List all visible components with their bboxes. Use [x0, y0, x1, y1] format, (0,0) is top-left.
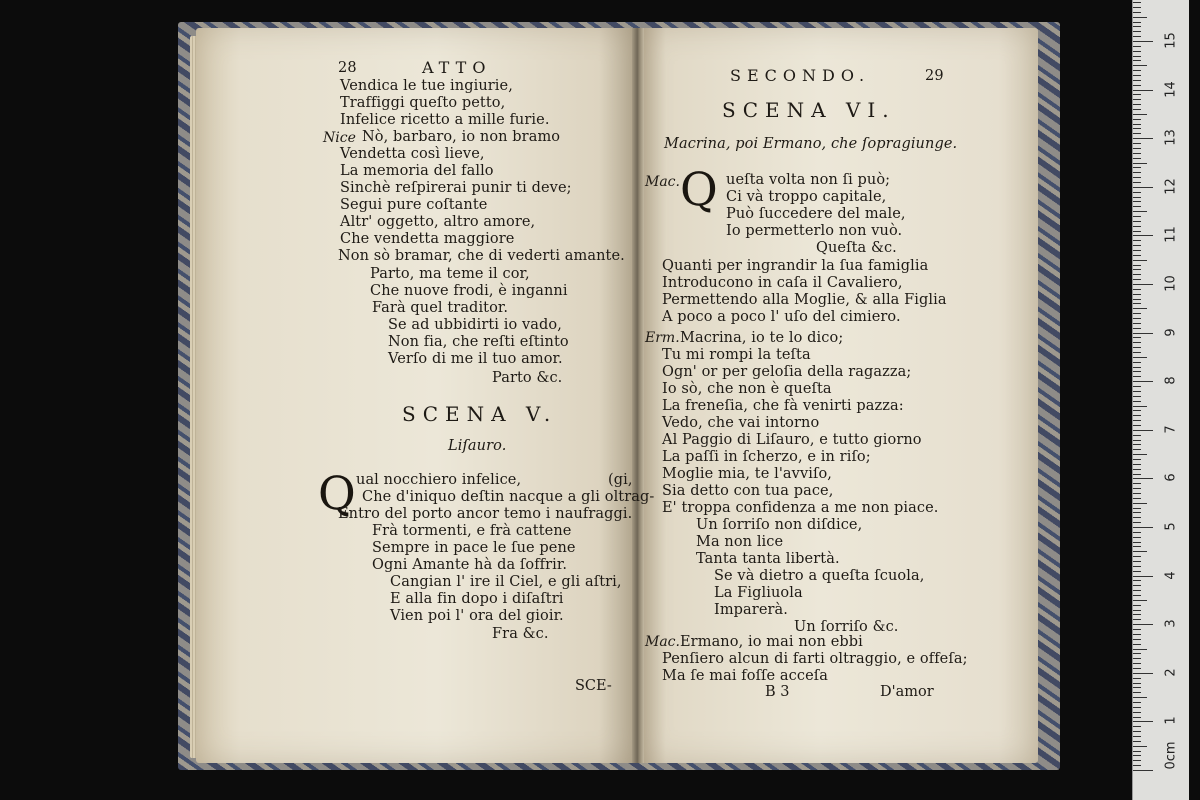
left-page-number: 28 [338, 60, 357, 76]
ruler-tick [1133, 70, 1141, 71]
ruler-tick [1133, 342, 1141, 343]
ruler-tick [1133, 415, 1141, 416]
ruler-tick [1133, 31, 1141, 32]
verse-line: Vedo, che vai intorno [662, 415, 820, 431]
verse-line: Quanti per ingrandir la ſua famiglia [662, 258, 929, 274]
ruler-tick [1133, 585, 1141, 586]
ruler-tick [1133, 17, 1147, 18]
ruler-tick [1133, 580, 1141, 581]
ruler-tick [1133, 746, 1147, 747]
ruler-tick [1133, 148, 1141, 149]
ruler-tick [1133, 313, 1141, 314]
verse-line: Farà quel traditor. [372, 300, 509, 316]
ruler-tick [1133, 624, 1153, 625]
verse-line: Infelice ricetto a mille furie. [340, 112, 550, 128]
ruler-tick [1133, 328, 1141, 329]
verse-line: Un ſorriſo non diſdice, [696, 517, 863, 533]
ruler-tick [1133, 410, 1141, 411]
ruler-tick [1133, 85, 1141, 86]
verse-line: Se ad ubbidirti io vado, [388, 317, 562, 333]
ruler-tick [1133, 216, 1141, 217]
ruler-number: 6 [1163, 473, 1179, 483]
verse-line: Macrina, io te lo dico; [680, 330, 844, 346]
ruler-tick [1133, 201, 1141, 202]
verse-line: E alla fin dopo i diſaſtri [390, 591, 564, 607]
verse-line: Permettendo alla Moglie, & alla Figlia [662, 292, 947, 308]
ruler-tick [1133, 712, 1141, 713]
ruler-number: 7 [1163, 425, 1179, 434]
verse-line: Che vendetta maggiore [340, 231, 515, 247]
ruler-tick [1133, 406, 1147, 407]
ruler-tick [1133, 386, 1141, 387]
verse-line: Fra &c. [492, 626, 549, 642]
verse-line: Ermano, io mai non ebbi [680, 634, 863, 650]
ruler-tick [1133, 240, 1141, 241]
ruler-tick [1133, 464, 1141, 465]
ruler-tick [1133, 294, 1141, 295]
ruler-tick [1133, 284, 1153, 285]
verse-line: Traffiggi queſto petto, [340, 95, 506, 111]
verse-line: Può ſuccedere del male, [726, 206, 906, 222]
ruler-tick [1133, 197, 1141, 198]
verse-line: Che nuove frodi, è inganni [370, 283, 568, 299]
verse-line: Cangian l' ire il Ciel, e gli aſtri, [390, 574, 622, 590]
verse-line: Verſo di me il tuo amor. [388, 351, 563, 367]
ruler-tick [1133, 401, 1141, 402]
verse-line: Sia detto con tua pace, [662, 483, 834, 499]
ruler-tick [1133, 537, 1141, 538]
ruler-tick [1133, 128, 1141, 129]
left-catchword: SCE- [575, 678, 612, 694]
verse-line: Non sò bramar, che di vederti amante. [338, 248, 625, 264]
ruler-tick [1133, 483, 1141, 484]
ruler-tick [1133, 289, 1141, 290]
ruler-tick [1133, 751, 1141, 752]
right-page-number: 29 [925, 68, 944, 84]
right-running-head: SECONDO. [730, 66, 871, 85]
ruler-tick [1133, 299, 1141, 300]
ruler-tick [1133, 532, 1141, 533]
ruler-number: 1 [1163, 716, 1179, 726]
ruler-tick [1133, 760, 1141, 761]
ruler-tick [1133, 425, 1141, 426]
ruler-tick [1133, 250, 1141, 251]
ruler-tick [1133, 663, 1141, 664]
ruler-tick [1133, 765, 1141, 766]
ruler-tick [1133, 605, 1141, 606]
ruler-tick [1133, 265, 1141, 266]
ruler-tick [1133, 318, 1141, 319]
ruler-tick [1133, 517, 1141, 518]
ruler-tick [1133, 211, 1147, 212]
ruler-tick [1133, 51, 1141, 52]
ruler-tick [1133, 595, 1141, 596]
ruler-tick [1133, 255, 1141, 256]
ruler-tick [1133, 649, 1147, 650]
ruler-tick [1133, 459, 1141, 460]
verse-line: Che d'iniquo deſtin nacque a gli oltrag- [362, 489, 655, 505]
ruler-tick [1133, 114, 1147, 115]
ruler-tick [1133, 444, 1141, 445]
ruler-tick [1133, 22, 1141, 23]
ruler-tick [1133, 172, 1141, 173]
verse-line: La Figliuola [714, 585, 803, 601]
ruler-tick [1133, 167, 1141, 168]
ruler-tick [1133, 94, 1141, 95]
ruler-tick [1133, 653, 1141, 654]
ruler-tick [1133, 551, 1147, 552]
verse-line: (gi, [608, 472, 633, 488]
verse-line: La freneſia, che fà venirti pazza: [662, 398, 904, 414]
verse-line: Altr' oggetto, altro amore, [340, 214, 536, 230]
ruler-tick [1133, 357, 1147, 358]
ruler-number: 11 [1163, 226, 1179, 244]
speaker-nice: Nice [323, 130, 356, 146]
verse-line: Vien poi l' ora del gioir. [390, 608, 564, 624]
ruler-tick [1133, 396, 1141, 397]
ruler-tick [1133, 668, 1141, 669]
ruler-tick [1133, 226, 1141, 227]
ruler-tick [1133, 478, 1153, 479]
ruler-tick [1133, 493, 1141, 494]
ruler-tick [1133, 2, 1141, 3]
ruler-unit-label: 0cm [1163, 741, 1179, 770]
verse-line: Parto &c. [492, 370, 563, 386]
ruler-tick [1133, 629, 1141, 630]
ruler-tick [1133, 644, 1141, 645]
right-signature: B 3 [765, 684, 790, 700]
ruler-tick [1133, 279, 1141, 280]
verse-line: Ci và troppo capitale, [726, 189, 887, 205]
ruler-tick [1133, 124, 1141, 125]
ruler-tick [1133, 56, 1141, 57]
verse-line: La paſſi in ſcherzo, e in riſo; [662, 449, 871, 465]
ruler-tick [1133, 367, 1141, 368]
ruler-tick [1133, 692, 1141, 693]
ruler-tick [1133, 235, 1153, 236]
ruler-number: 4 [1163, 570, 1179, 580]
left-scene-character: Liſauro. [448, 438, 507, 454]
ruler-tick [1133, 206, 1141, 207]
verse-line: Vendetta così lieve, [340, 146, 485, 162]
verse-line: Nò, barbaro, io non bramo [362, 129, 561, 145]
ruler-tick [1133, 702, 1141, 703]
ruler-tick [1133, 721, 1153, 722]
ruler-tick [1133, 352, 1141, 353]
ruler-tick [1133, 308, 1147, 309]
ruler-tick [1133, 163, 1147, 164]
ruler-tick [1133, 556, 1141, 557]
ruler-tick [1133, 488, 1141, 489]
verse-line: Non fia, che reſti eſtinto [388, 334, 569, 350]
verse-line: Se và dietro a queſta ſcuola, [714, 568, 925, 584]
ruler-tick [1133, 192, 1141, 193]
ruler-tick [1133, 371, 1141, 372]
measurement-ruler [1132, 0, 1189, 800]
ruler-tick [1133, 65, 1147, 66]
ruler-tick [1133, 561, 1141, 562]
ruler-tick [1133, 614, 1141, 615]
ruler-tick [1133, 158, 1141, 159]
verse-line: Ma ſe mai foſſe acceſa [662, 668, 828, 684]
ruler-tick [1133, 639, 1141, 640]
verse-line: Imparerà. [714, 602, 789, 618]
verse-line: Ma non lice [696, 534, 784, 550]
verse-line: Io sò, che non è queſta [662, 381, 832, 397]
ruler-tick [1133, 41, 1153, 42]
ruler-tick [1133, 717, 1141, 718]
ruler-tick [1133, 376, 1141, 377]
left-running-head: ATTO [422, 58, 492, 77]
ruler-tick [1133, 697, 1147, 698]
ruler-tick [1133, 687, 1141, 688]
ruler-tick [1133, 182, 1141, 183]
ruler-tick [1133, 590, 1141, 591]
ruler-number: 14 [1163, 80, 1179, 98]
ruler-tick [1133, 522, 1141, 523]
ruler-tick [1133, 546, 1141, 547]
ruler-tick [1133, 75, 1141, 76]
verse-line: Ogn' or per geloſia della ragazza; [662, 364, 912, 380]
right-scene-title: SCENA VI. [722, 98, 896, 122]
ruler-number: 13 [1163, 129, 1179, 146]
verse-line: Segui pure coſtante [340, 197, 488, 213]
right-drop-cap: Q [680, 162, 718, 216]
ruler-tick [1133, 391, 1141, 392]
ruler-number: 3 [1163, 619, 1179, 628]
ruler-tick [1133, 323, 1141, 324]
verse-line: Un ſorriſo &c. [794, 619, 899, 635]
ruler-tick [1133, 333, 1153, 334]
ruler-tick [1133, 435, 1141, 436]
verse-line: Io permetterlo non vuò. [726, 223, 903, 239]
ruler-tick [1133, 707, 1141, 708]
ruler-tick [1133, 731, 1141, 732]
book-gutter [632, 28, 644, 763]
ruler-tick [1133, 362, 1141, 363]
ruler-tick [1133, 99, 1141, 100]
ruler-tick [1133, 474, 1141, 475]
ruler-tick [1133, 469, 1141, 470]
ruler-number: 12 [1163, 178, 1179, 195]
ruler-tick [1133, 755, 1141, 756]
verse-line: Sempre in pace le ſue pene [372, 540, 576, 556]
ruler-tick [1133, 133, 1141, 134]
ruler-tick [1133, 420, 1141, 421]
verse-line: Tanta tanta libertà. [696, 551, 840, 567]
speaker-erm: Erm. [645, 330, 680, 346]
ruler-tick [1133, 678, 1141, 679]
ruler-tick [1133, 454, 1147, 455]
left-drop-cap: Q [318, 466, 356, 520]
ruler-tick [1133, 274, 1141, 275]
verse-line: Introducono in caſa il Cavaliero, [662, 275, 903, 291]
ruler-tick [1133, 245, 1141, 246]
ruler-tick [1133, 46, 1141, 47]
ruler-tick [1133, 527, 1153, 528]
speaker-mac-1: Mac. [645, 174, 680, 190]
ruler-tick [1133, 153, 1141, 154]
verse-line: La memoria del fallo [340, 163, 494, 179]
ruler-number: 5 [1163, 522, 1179, 531]
verse-line: Entro del porto ancor temo i naufraggi. [338, 506, 633, 522]
ruler-tick [1133, 576, 1153, 577]
speaker-mac-2: Mac. [645, 634, 680, 650]
ruler-tick [1133, 449, 1141, 450]
ruler-tick [1133, 104, 1141, 105]
ruler-tick [1133, 683, 1141, 684]
ruler-tick [1133, 7, 1141, 8]
ruler-tick [1133, 673, 1153, 674]
ruler-tick [1133, 337, 1141, 338]
ruler-tick [1133, 571, 1141, 572]
ruler-tick [1133, 726, 1141, 727]
ruler-tick [1133, 634, 1141, 635]
ruler-tick [1133, 610, 1141, 611]
ruler-tick [1133, 741, 1141, 742]
ruler-tick [1133, 566, 1141, 567]
ruler-tick [1133, 143, 1141, 144]
ruler-tick [1133, 658, 1141, 659]
ruler-tick [1133, 512, 1141, 513]
verse-line: Al Paggio di Liſauro, e tutto giorno [662, 432, 922, 448]
ruler-tick [1133, 109, 1141, 110]
ruler-tick [1133, 770, 1153, 771]
ruler-tick [1133, 221, 1141, 222]
verse-line: Vendica le tue ingiurie, [340, 78, 513, 94]
ruler-tick [1133, 26, 1141, 27]
ruler-number: 8 [1163, 376, 1179, 385]
right-catchword: D'amor [880, 684, 934, 700]
ruler-number: 10 [1163, 275, 1179, 292]
ruler-tick [1133, 303, 1141, 304]
ruler-tick [1133, 508, 1141, 509]
verse-line: E' troppa confidenza a me non piace. [662, 500, 939, 516]
ruler-tick [1133, 177, 1141, 178]
ruler-tick [1133, 269, 1141, 270]
verse-line: Penſiero alcun di farti oltraggio, e offeſa; [662, 651, 968, 667]
verse-line: Moglie mia, te l'avviſo, [662, 466, 832, 482]
ruler-tick [1133, 187, 1153, 188]
ruler-number: 9 [1163, 327, 1179, 337]
verse-line: Parto, ma teme il cor, [370, 266, 530, 282]
ruler-tick [1133, 736, 1141, 737]
verse-line: Tu mi rompi la teſta [662, 347, 811, 363]
ruler-tick [1133, 430, 1153, 431]
verse-line: ual nocchiero infelice, [356, 472, 522, 488]
ruler-number: 2 [1163, 668, 1179, 677]
verse-line: A poco a poco l' uſo del cimiero. [662, 309, 901, 325]
verse-line: Ogni Amante hà da ſoffrir. [372, 557, 568, 573]
ruler-tick [1133, 503, 1147, 504]
ruler-tick [1133, 260, 1147, 261]
left-scene-title: SCENA V. [402, 402, 558, 426]
ruler-tick [1133, 80, 1141, 81]
ruler-tick [1133, 60, 1141, 61]
verse-line: ueſta volta non ſi può; [726, 172, 891, 188]
right-scene-characters: Macrina, poi Ermano, che ſopragiunge. [664, 136, 958, 152]
ruler-tick [1133, 381, 1153, 382]
ruler-tick [1133, 542, 1141, 543]
verse-line: Sinchè reſpirerai punir ti deve; [340, 180, 572, 196]
ruler-tick [1133, 600, 1147, 601]
ruler-tick [1133, 36, 1141, 37]
ruler-tick [1133, 119, 1141, 120]
ruler-tick [1133, 440, 1141, 441]
ruler-tick [1133, 90, 1153, 91]
verse-line: Frà tormenti, e frà cattene [372, 523, 572, 539]
ruler-tick [1133, 138, 1153, 139]
ruler-number: 15 [1163, 32, 1179, 49]
ruler-tick [1133, 619, 1141, 620]
ruler-tick [1133, 498, 1141, 499]
ruler-tick [1133, 347, 1141, 348]
ruler-tick [1133, 12, 1141, 13]
ruler-tick [1133, 231, 1141, 232]
verse-line: Queſta &c. [816, 240, 897, 256]
